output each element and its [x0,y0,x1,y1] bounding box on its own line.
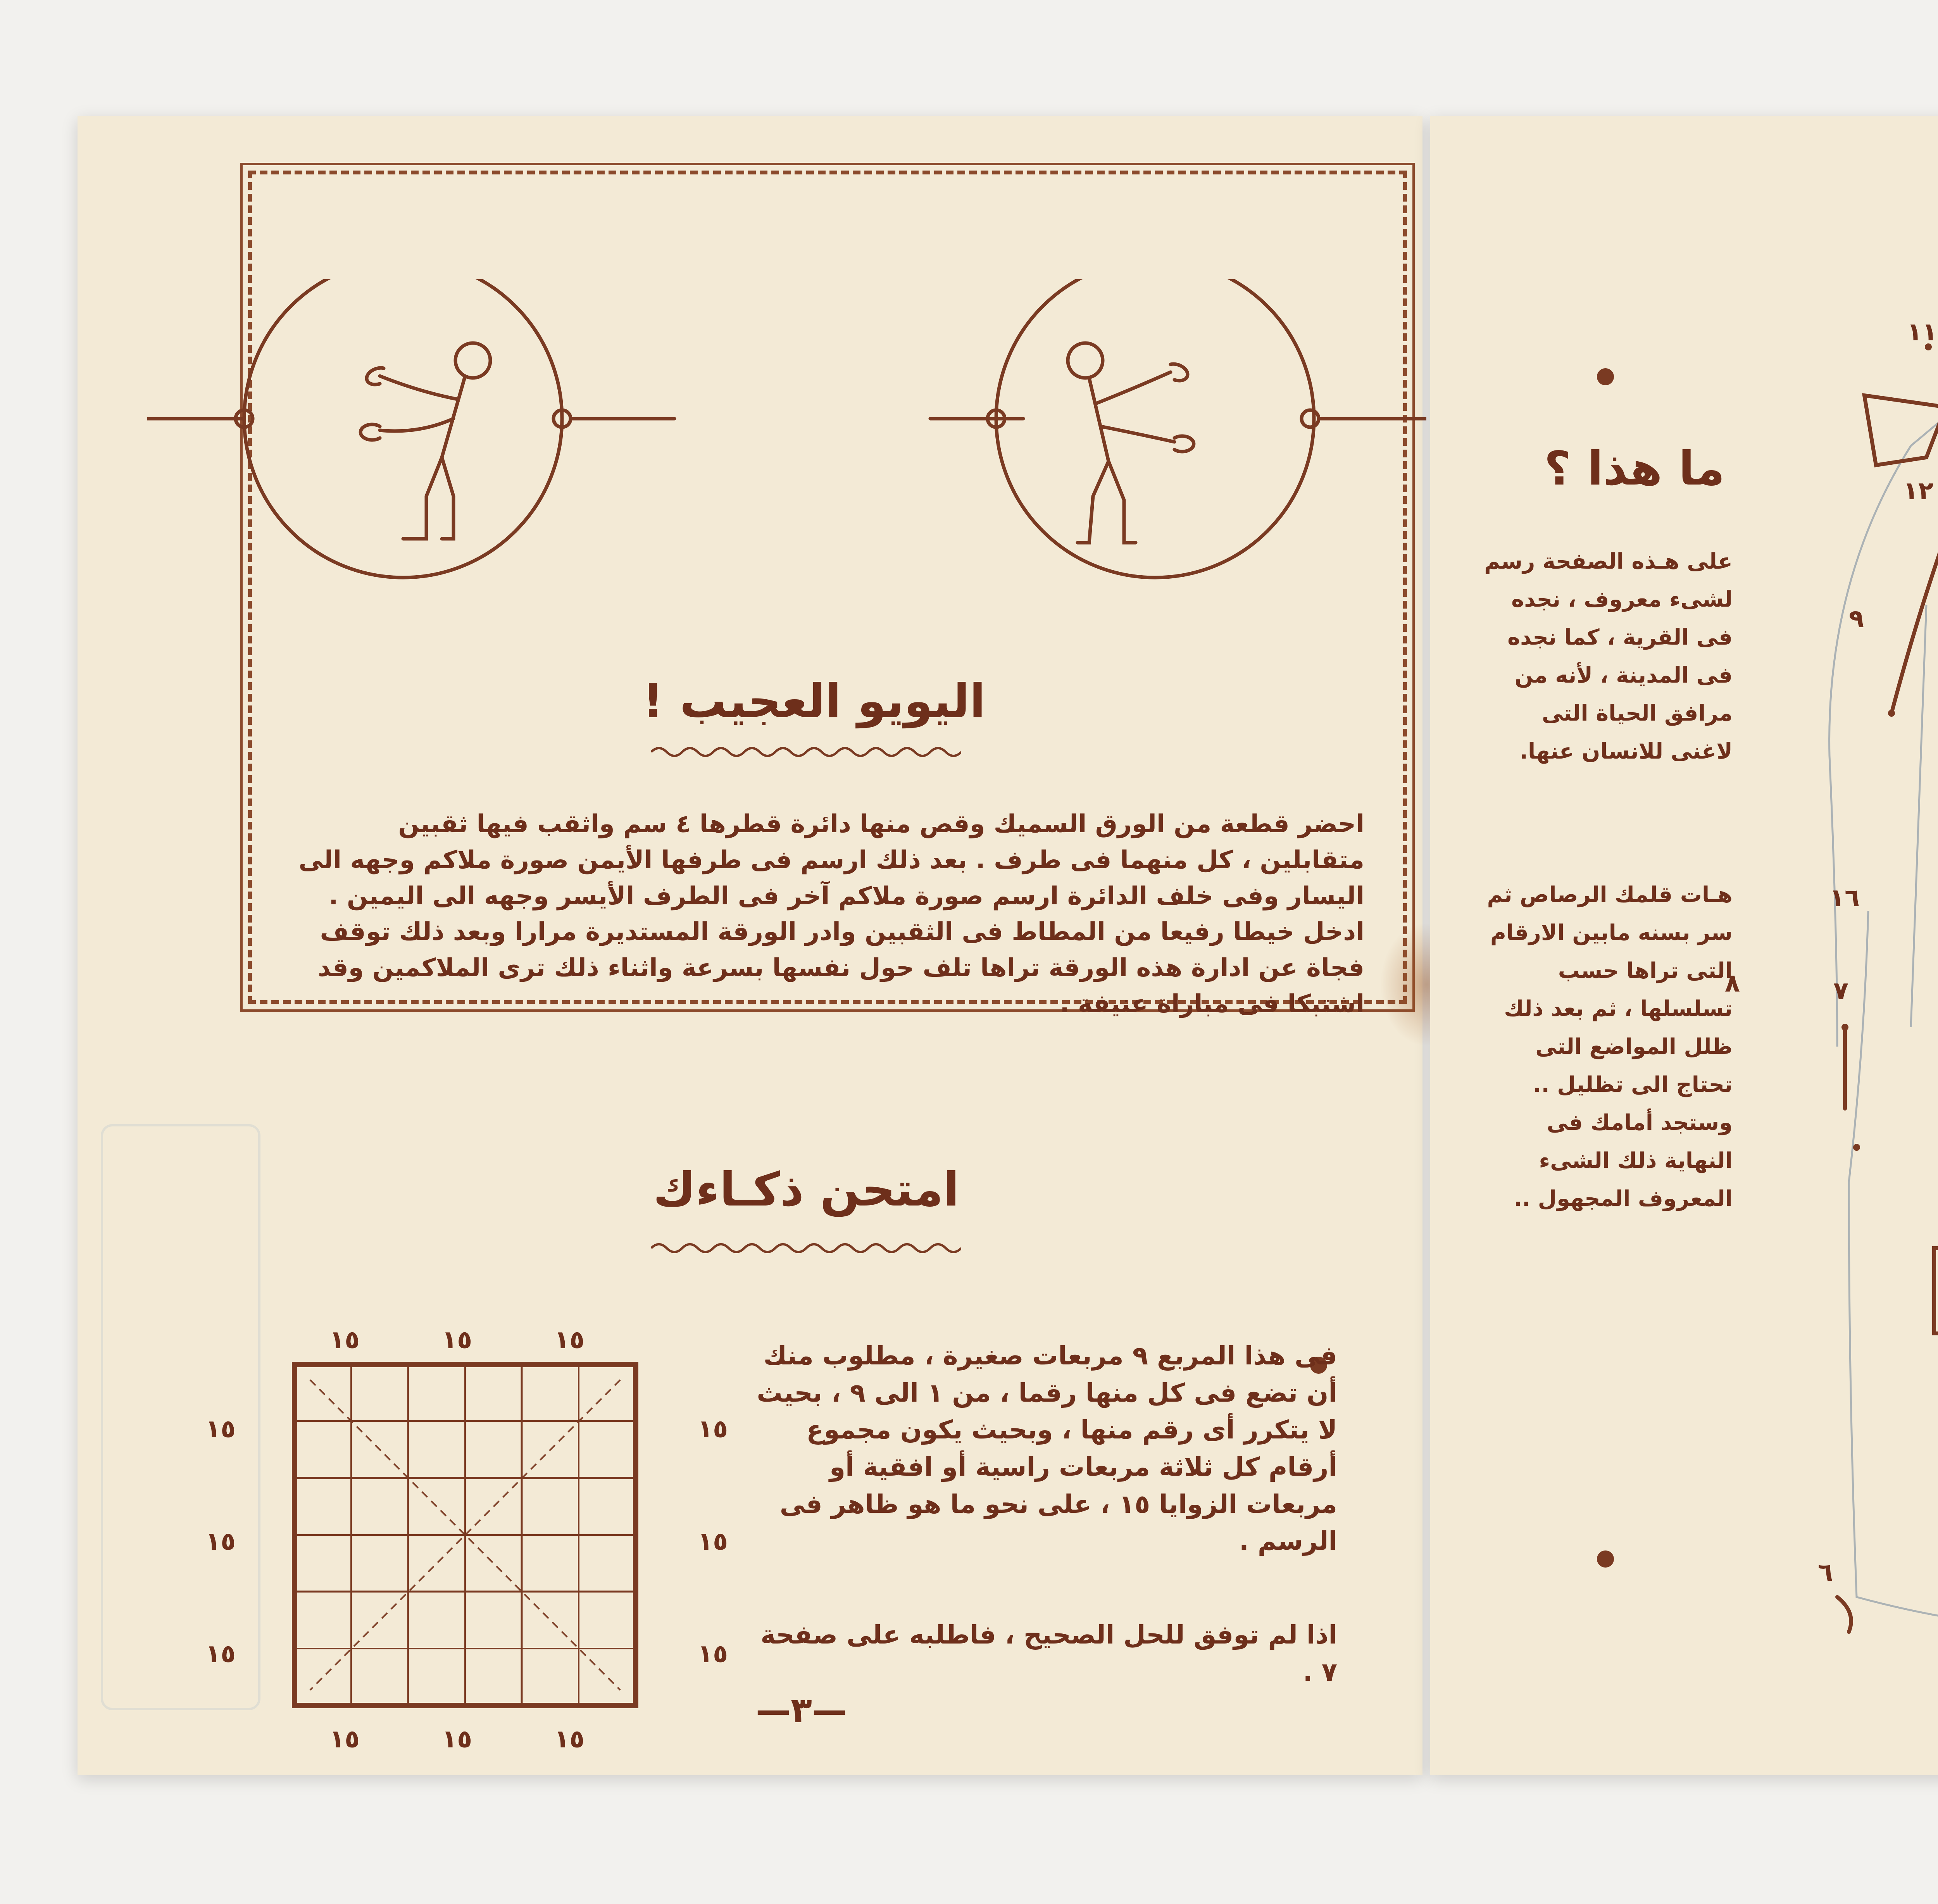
page-number-left: —٣— [756,1690,847,1731]
what-is-this-paragraph-1: على هـذه الصفحة رسم لشىء معروف ، نجده فى القرية ، كما نجده فى المدينة ، لأنه من مرافق الحياة التى لاغنى للانسان عنها. [1484,549,1733,764]
sum-label-right-3: ١٥ [698,1640,728,1668]
dot-label-16: ١٦ [1829,884,1860,912]
sum-label-bottom-3: ١٥ [554,1725,585,1754]
dot-label-8: ٨ [1725,969,1740,998]
dot-label-7: ٧ [1833,977,1849,1005]
show-through-print [101,1124,260,1710]
sum-label-right-2: ١٥ [698,1527,728,1556]
right-page [1430,116,1938,1775]
dot-label-11: ١١ [1907,318,1938,347]
quiz-title: امتحن ذكـاءك [653,1163,959,1217]
quiz-title-underline [651,1240,961,1256]
yoyo-illustration [147,279,1426,667]
what-is-this-paragraph-2: هـات قلمك الرصاص ثم سر بسنه مابين الارقام التى تراها حسب تسلسلها ، ثم بعد ذلك ظلل المواضع التى تحتاج الى تظليل .. وستجد أمامك فى النهاية ذلك الشىء المعروف المجهول .. [1487,882,1733,1211]
sum-label-top-3: ١٥ [554,1326,585,1354]
yoyo-title: اليويو العجيب ! [642,674,986,728]
quiz-paragraph-2: اذا لم توفق للحل الصحيح ، فاطلبه على صفحة ٧ . [760,1620,1337,1687]
magic-square-grid [287,1357,643,1713]
left-page [78,116,1422,1775]
decorative-dot-bottom [1597,1550,1614,1568]
sum-label-left-3: ١٥ [205,1640,236,1668]
dot-label-6: ٦ [1818,1558,1833,1587]
sum-label-left-1: ١٥ [205,1415,236,1444]
dot-label-12: ١٢ [1903,477,1934,505]
yoyo-title-underline [651,744,961,760]
sum-label-bottom-2: ١٥ [442,1725,472,1754]
decorative-dot-top [1597,368,1614,385]
sum-label-right-1: ١٥ [698,1415,728,1444]
what-is-this-title: ما هذا ؟ [1544,442,1725,496]
yoyo-instructions: احضر قطعة من الورق السميك وقص منها دائرة قطرها ٤ سم واثقب فيها ثقبين متقابلين ، كل منهما فى طرف . بعد ذلك ارسم فى طرفها الأيمن صورة ملاكم وجهه الى اليسار وفى خلف الدائرة ارسم صورة ملاكم آخر فى الطرف الأيسر وجهه الى اليمين . ادخل خيطا رفيعا من المطاط فى الثقبين وادر الورقة المستديرة مرارا وبعد ذلك توقف فجاة عن ادارة هذه الورقة تراها تلف حول نفسها بسرعة واثناء ذلك ترى الملاكمين وقد اشتبكا فى مباراة عنيفة . [298,810,1364,1018]
sum-label-left-2: ١٥ [205,1527,236,1556]
quiz-paragraph-1: فى هذا المربع ٩ مربعات صغيرة ، مطلوب منك أن تضع فى كل منها رقما ، من ١ الى ٩ ، بحيث لا يتكرر أى رقم منها ، وبحيث يكون مجموع أرقام كل ثلاثة مربعات راسية أو افقية أو مربعات الزوايا ١٥ ، على نحو ما هو ظاهر فى الرسم . [757,1341,1337,1556]
sum-label-top-1: ١٥ [329,1326,360,1354]
sum-label-top-2: ١٥ [442,1326,472,1354]
dot-label-9: ٩ [1849,605,1864,633]
sum-label-bottom-1: ١٥ [329,1725,360,1754]
